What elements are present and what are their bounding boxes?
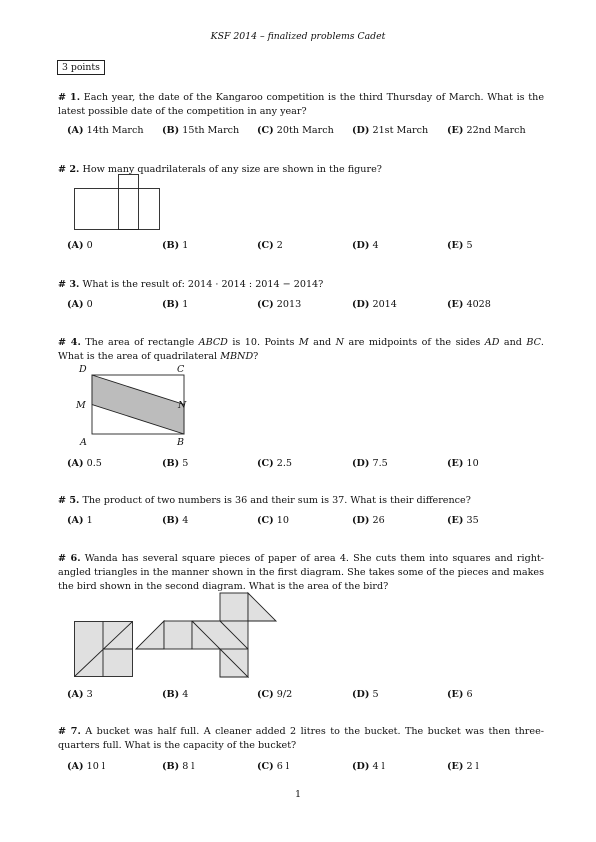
option-text: 4 <box>182 515 189 526</box>
points-box: 3 points <box>57 60 105 75</box>
question-number: # 3. <box>58 279 80 290</box>
option-text: 9/2 <box>276 689 293 700</box>
option-text: 2 l <box>466 761 479 772</box>
answer-option <box>352 761 385 772</box>
option-text: 1 <box>182 240 189 251</box>
answers-5 <box>67 515 547 529</box>
option-text: 2.5 <box>276 458 293 469</box>
option-text: 5 <box>372 689 379 700</box>
page-header: KSF 2014 – finalized problems Cadet <box>210 31 386 42</box>
answer-option <box>67 761 105 772</box>
option-key: (B) <box>162 761 180 772</box>
math-bc: BC <box>526 337 541 348</box>
option-key: (C) <box>257 240 274 251</box>
figure-cut-square <box>74 621 134 681</box>
option-key: (A) <box>67 125 84 136</box>
label-d: D <box>79 364 87 375</box>
answer-option <box>162 125 239 136</box>
option-text: 0 <box>86 299 93 310</box>
option-key: (D) <box>352 299 370 310</box>
question-4 <box>58 336 544 364</box>
option-text: 8 l <box>182 761 195 772</box>
answer-option <box>257 515 289 526</box>
answer-option <box>447 458 479 469</box>
option-key: (E) <box>447 125 464 136</box>
option-text: 5 <box>466 240 473 251</box>
option-text: 20th March <box>276 125 334 136</box>
answer-option <box>162 240 188 251</box>
shaded-quadrilateral-mbnd <box>92 375 184 434</box>
option-key: (A) <box>67 299 84 310</box>
math-m: M <box>298 337 309 348</box>
answer-option <box>352 689 379 700</box>
question-text-part: is 10. Points <box>227 337 299 348</box>
answer-option <box>257 240 283 251</box>
option-key: (B) <box>162 689 180 700</box>
answer-option <box>257 458 292 469</box>
bird-back-left <box>164 621 192 649</box>
question-number: # 1. <box>58 92 81 103</box>
option-key: (C) <box>257 689 274 700</box>
bird-tail <box>136 621 164 649</box>
question-text-part: and <box>308 337 336 348</box>
question-6 <box>58 552 544 594</box>
question-number: # 7. <box>58 726 81 737</box>
question-number: # 6. <box>58 553 81 564</box>
label-c: C <box>177 364 185 375</box>
option-key: (E) <box>447 515 464 526</box>
bird-head <box>220 593 248 621</box>
option-key: (E) <box>447 299 464 310</box>
figure-bird <box>136 592 281 682</box>
option-text: 1 <box>182 299 189 310</box>
tall-rectangle <box>119 175 139 230</box>
option-key: (D) <box>352 689 370 700</box>
option-text: 0 <box>86 240 93 251</box>
option-key: (A) <box>67 458 84 469</box>
answer-option <box>67 458 102 469</box>
question-text: Wanda has several square pieces of paper of area 4. She cuts them into squares and right-angled triangles in the manner shown in the first diagram. She takes some of the pieces and makes the bird shown in the second diagram. What is the area of the bird? <box>58 553 545 592</box>
label-a: A <box>80 437 87 448</box>
option-key: (D) <box>352 125 370 136</box>
label-m: M <box>76 400 86 411</box>
answer-option <box>352 240 379 251</box>
question-text-part: ? <box>253 351 259 362</box>
option-text: 35 <box>466 515 479 526</box>
option-key: (C) <box>257 761 274 772</box>
option-key: (C) <box>257 458 274 469</box>
question-number: # 2. <box>58 164 80 175</box>
math-abcd: ABCD <box>198 337 228 348</box>
option-text: 6 <box>466 689 473 700</box>
question-5 <box>58 494 544 508</box>
option-key: (D) <box>352 515 370 526</box>
answer-option <box>67 299 93 310</box>
question-number: # 5. <box>58 495 80 506</box>
answer-option <box>162 299 188 310</box>
answer-option <box>352 515 385 526</box>
option-key: (A) <box>67 761 84 772</box>
page-number: 1 <box>294 789 302 800</box>
bird-beak <box>248 593 276 621</box>
option-text: 15th March <box>182 125 240 136</box>
option-key: (E) <box>447 761 464 772</box>
answer-option <box>257 761 289 772</box>
math-n: N <box>335 337 345 348</box>
figure-rectangle-abcd <box>76 362 196 452</box>
option-text: 3 <box>86 689 93 700</box>
question-3 <box>58 278 544 292</box>
option-key: (A) <box>67 240 84 251</box>
option-key: (D) <box>352 458 370 469</box>
large-rectangle <box>75 189 160 230</box>
option-text: 6 l <box>276 761 290 772</box>
answer-option <box>162 761 194 772</box>
question-text-part: . What is the area of quadrilateral <box>58 337 544 362</box>
answers-4 <box>67 458 547 472</box>
option-key: (B) <box>162 458 180 469</box>
answer-option <box>162 689 188 700</box>
option-key: (B) <box>162 515 180 526</box>
option-text: 10 <box>276 515 289 526</box>
question-text-part: and <box>499 337 527 348</box>
answer-option <box>257 299 301 310</box>
answer-option <box>67 689 93 700</box>
option-text: 10 l <box>86 761 105 772</box>
option-text: 2013 <box>276 299 302 310</box>
question-text: A bucket was half full. A cleaner added 2 litres to the bucket. The bucket was then three-quarters full. What is the capacity of the bucket? <box>58 726 544 751</box>
option-text: 22nd March <box>466 125 526 136</box>
option-key: (A) <box>67 689 84 700</box>
option-key: (C) <box>257 515 274 526</box>
option-text: 1 <box>86 515 93 526</box>
answers-1 <box>67 125 547 139</box>
option-text: 4 l <box>372 761 385 772</box>
question-1 <box>58 91 544 119</box>
question-text-part: The area of rectangle <box>85 337 199 348</box>
answer-option <box>447 761 479 772</box>
math-ad: AD <box>484 337 500 348</box>
option-key: (B) <box>162 299 180 310</box>
option-text: 2014 <box>372 299 397 310</box>
math-mbnd: MBND <box>220 351 254 362</box>
question-text: What is the result of: 2014 · 2014 : 2014 − 2014? <box>82 279 324 290</box>
answer-option <box>352 299 397 310</box>
answer-option <box>257 125 334 136</box>
option-text: 4 <box>372 240 379 251</box>
option-text: 4 <box>182 689 189 700</box>
answer-option <box>257 689 292 700</box>
answer-option <box>352 458 388 469</box>
question-text: How many quadrilaterals of any size are shown in the figure? <box>82 164 382 175</box>
option-key: (B) <box>162 125 180 136</box>
answer-option <box>447 689 473 700</box>
option-key: (A) <box>67 515 84 526</box>
question-text: The product of two numbers is 36 and their sum is 37. What is their difference? <box>82 495 471 506</box>
answer-option <box>162 458 188 469</box>
option-text: 4028 <box>466 299 491 310</box>
label-b: B <box>177 437 184 448</box>
answers-2 <box>67 240 547 254</box>
option-key: (C) <box>257 299 274 310</box>
answers-7 <box>67 761 547 775</box>
option-text: 5 <box>182 458 189 469</box>
answer-option <box>352 125 428 136</box>
option-key: (E) <box>447 689 464 700</box>
question-text-part: are midpoints of the sides <box>344 337 485 348</box>
answer-option <box>162 515 188 526</box>
figure-quadrilaterals <box>74 174 164 234</box>
option-key: (D) <box>352 240 370 251</box>
option-key: (D) <box>352 761 370 772</box>
option-text: 2 <box>276 240 283 251</box>
answer-option <box>67 515 93 526</box>
question-text: Each year, the date of the Kangaroo competition is the third Thursday of March. What is the latest possible date of the competition in any year? <box>58 92 544 117</box>
answer-option <box>447 240 473 251</box>
answer-option <box>67 240 93 251</box>
option-key: (C) <box>257 125 274 136</box>
answers-6 <box>67 689 547 703</box>
option-text: 0.5 <box>86 458 102 469</box>
answers-3 <box>67 299 547 313</box>
option-key: (B) <box>162 240 180 251</box>
answer-option <box>447 299 491 310</box>
option-text: 14th March <box>86 125 144 136</box>
option-text: 21st March <box>372 125 429 136</box>
question-7 <box>58 725 544 753</box>
answer-option <box>67 125 144 136</box>
option-text: 10 <box>466 458 479 469</box>
label-n: N <box>178 400 187 411</box>
option-text: 7.5 <box>372 458 388 469</box>
option-key: (E) <box>447 458 464 469</box>
option-key: (E) <box>447 240 464 251</box>
option-text: 26 <box>372 515 385 526</box>
answer-option <box>447 515 479 526</box>
answer-option <box>447 125 526 136</box>
question-number: # 4. <box>58 337 81 348</box>
